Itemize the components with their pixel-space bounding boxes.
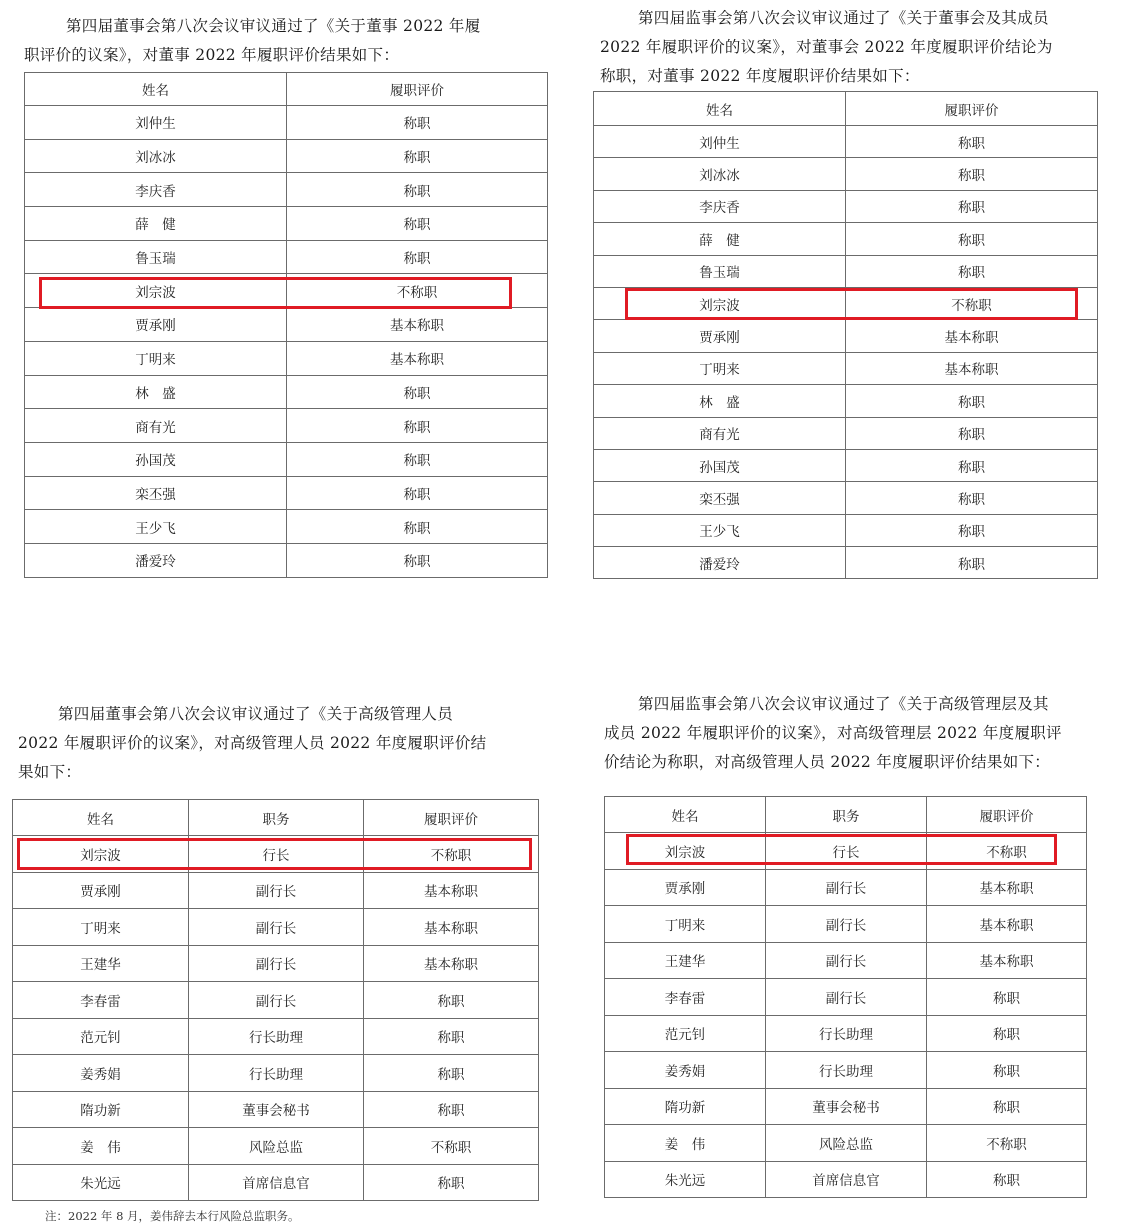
table-cell: 潘爱玲 [594,547,846,579]
table-cell: 姜秀娟 [13,1055,189,1092]
table-cell: 称职 [846,547,1098,579]
table-row [594,417,1098,449]
table-row [25,139,548,173]
table-cell: 栾丕强 [25,476,287,510]
intro-line: 称职，对董事 2022 年度履职评价结果如下： [600,67,920,85]
table-cell: 称职 [846,223,1098,255]
table-row [594,514,1098,546]
intro-line: 果如下： [18,763,82,781]
table-cell: 行长助理 [189,1018,364,1055]
table-cell: 称职 [287,106,548,140]
intro-text-supervisors-directors [600,4,1110,91]
table-row [594,547,1098,579]
table-cell: 不称职 [927,833,1087,870]
table-cell: 称职 [287,240,548,274]
table-cell: 称职 [846,126,1098,158]
table-cell: 不称职 [364,1128,539,1165]
table-cell: 不称职 [846,287,1098,319]
table-cell: 称职 [927,1161,1087,1198]
table-cell: 称职 [364,1164,539,1201]
intro-line: 2022 年履职评价的议案》，对董事会 2022 年度履职评价结论为 [600,38,1053,56]
intro-line: 第四届监事会第八次会议审议通过了《关于董事会及其成员 [638,9,1049,27]
table-cell: 基本称职 [846,352,1098,384]
table-cell: 称职 [364,982,539,1019]
table-row [605,906,1087,943]
table-row [605,1052,1087,1089]
table-row [25,173,548,207]
table-row [25,341,548,375]
table-row [594,320,1098,352]
table-cell: 范元钊 [605,1015,766,1052]
table-cell: 基本称职 [927,906,1087,943]
table-row [594,126,1098,158]
table-cell: 副行长 [189,872,364,909]
table-cell: 刘宗波 [594,287,846,319]
intro-line: 第四届监事会第八次会议审议通过了《关于高级管理层及其 [638,695,1049,713]
table-row [25,308,548,342]
table-cell: 鲁玉瑞 [25,240,287,274]
table-cell: 风险总监 [189,1128,364,1165]
intro-line: 第四届董事会第八次会议审议通过了《关于董事 2022 年履 [66,17,481,35]
table-row [25,409,548,443]
table-row [25,375,548,409]
table-cell: 隋功新 [13,1091,189,1128]
table-row [25,207,548,241]
table-cell: 不称职 [927,1125,1087,1162]
intro-text-board-directors [24,12,544,70]
table-row [13,1091,539,1128]
table-cell: 丁明来 [605,906,766,943]
table-cell: 称职 [364,1018,539,1055]
table-cell: 丁明来 [594,352,846,384]
intro-line: 职评价的议案》，对董事 2022 年履职评价结果如下： [24,46,400,64]
table-cell: 称职 [846,449,1098,481]
table-cell: 基本称职 [287,308,548,342]
table-cell: 潘爱玲 [25,543,287,577]
table-cell: 刘冰冰 [594,158,846,190]
table-row [594,287,1098,319]
table-cell: 姜秀娟 [605,1052,766,1089]
table-cell: 刘冰冰 [25,139,287,173]
table-supervisors-directors-evaluation [593,91,1098,579]
table-cell: 基本称职 [846,320,1098,352]
table-cell: 孙国茂 [25,442,287,476]
table-row [605,1161,1087,1198]
table-cell: 薛 健 [25,207,287,241]
table-cell: 称职 [846,385,1098,417]
table-cell: 副行长 [189,945,364,982]
table-cell: 王少飞 [25,510,287,544]
table-cell: 范元钊 [13,1018,189,1055]
table-row [605,869,1087,906]
table-header-row [594,92,1098,126]
table-cell: 李庆香 [25,173,287,207]
table-cell: 称职 [287,207,548,241]
table-cell: 李庆香 [594,190,846,222]
table-cell: 副行长 [766,942,927,979]
column-header: 姓名 [13,800,189,836]
column-header: 履职评价 [287,73,548,106]
table-row [25,476,548,510]
table-row [25,274,548,308]
table-cell: 称职 [927,1088,1087,1125]
table-row [605,979,1087,1016]
table-cell: 丁明来 [25,341,287,375]
table-cell: 丁明来 [13,909,189,946]
table-board-directors-evaluation [24,72,548,578]
table-cell: 基本称职 [287,341,548,375]
table-header-row [605,797,1087,833]
table-cell: 称职 [846,482,1098,514]
table-cell: 李春雷 [605,979,766,1016]
table-cell: 副行长 [766,869,927,906]
table-row [13,836,539,873]
table-cell: 称职 [287,510,548,544]
table-cell: 刘宗波 [605,833,766,870]
table-row [13,872,539,909]
table-cell: 基本称职 [364,872,539,909]
table-cell: 基本称职 [927,869,1087,906]
table-cell: 刘仲生 [25,106,287,140]
intro-text-board-senior-management [18,700,543,787]
intro-line: 2022 年履职评价的议案》，对高级管理人员 2022 年度履职评价结 [18,734,487,752]
table-row [605,833,1087,870]
table-cell: 称职 [846,417,1098,449]
table-cell: 行长助理 [766,1015,927,1052]
table-cell: 称职 [287,476,548,510]
table-board-senior-management-evaluation [12,799,539,1201]
table-row [13,1128,539,1165]
intro-text-supervisors-senior-management [604,690,1104,777]
table-cell: 王少飞 [594,514,846,546]
table-supervisors-senior-management-evaluation [604,796,1087,1198]
table-row [25,442,548,476]
table-row [594,449,1098,481]
table-row [13,909,539,946]
table-cell: 称职 [846,255,1098,287]
table-row [13,1164,539,1201]
table-header-row [25,73,548,106]
column-header: 履职评价 [846,92,1098,126]
table-row [25,543,548,577]
table-cell: 商有光 [594,417,846,449]
table-cell: 基本称职 [364,909,539,946]
table-cell: 贾承刚 [25,308,287,342]
table-row [13,1018,539,1055]
table-row [605,1015,1087,1052]
column-header: 职务 [766,797,927,833]
table-cell: 称职 [287,139,548,173]
table-cell: 林 盛 [594,385,846,417]
table-cell: 行长 [189,836,364,873]
column-header: 职务 [189,800,364,836]
footnote: 注：2022 年 8 月，姜伟辞去本行风险总监职务。 [45,1209,300,1223]
table-cell: 基本称职 [364,945,539,982]
column-header: 姓名 [25,73,287,106]
table-cell: 称职 [927,1015,1087,1052]
table-row [594,190,1098,222]
table-cell: 称职 [287,543,548,577]
table-cell: 林 盛 [25,375,287,409]
table-cell: 称职 [927,979,1087,1016]
table-cell: 称职 [287,442,548,476]
table-cell: 隋功新 [605,1088,766,1125]
table-row [25,510,548,544]
table-cell: 王建华 [605,942,766,979]
table-cell: 董事会秘书 [189,1091,364,1128]
table-row [25,106,548,140]
table-cell: 行长助理 [766,1052,927,1089]
table-cell: 朱光远 [605,1161,766,1198]
table-cell: 称职 [846,514,1098,546]
table-cell: 姜 伟 [13,1128,189,1165]
column-header: 履职评价 [927,797,1087,833]
table-cell: 称职 [846,158,1098,190]
table-cell: 称职 [927,1052,1087,1089]
column-header: 履职评价 [364,800,539,836]
table-cell: 称职 [364,1091,539,1128]
table-row [594,158,1098,190]
table-cell: 首席信息官 [766,1161,927,1198]
table-row [605,1125,1087,1162]
intro-line: 成员 2022 年履职评价的议案》，对高级管理层 2022 年度履职评 [604,724,1062,742]
table-cell: 副行长 [189,909,364,946]
table-row [13,982,539,1019]
table-cell: 不称职 [287,274,548,308]
table-row [605,942,1087,979]
table-row [25,240,548,274]
table-cell: 薛 健 [594,223,846,255]
column-header: 姓名 [594,92,846,126]
table-cell: 朱光远 [13,1164,189,1201]
table-row [594,255,1098,287]
table-row [605,1088,1087,1125]
table-row [13,945,539,982]
intro-line: 价结论为称职，对高级管理人员 2022 年度履职评价结果如下： [604,753,1051,771]
table-cell: 李春雷 [13,982,189,1019]
table-row [594,385,1098,417]
table-cell: 不称职 [364,836,539,873]
table-cell: 栾丕强 [594,482,846,514]
table-cell: 称职 [846,190,1098,222]
table-cell: 贾承刚 [594,320,846,352]
table-cell: 基本称职 [927,942,1087,979]
table-cell: 姜 伟 [605,1125,766,1162]
table-cell: 行长助理 [189,1055,364,1092]
table-cell: 行长 [766,833,927,870]
table-cell: 贾承刚 [605,869,766,906]
table-cell: 贾承刚 [13,872,189,909]
table-cell: 刘仲生 [594,126,846,158]
table-cell: 称职 [287,409,548,443]
table-row [594,352,1098,384]
table-cell: 副行长 [766,979,927,1016]
table-cell: 刘宗波 [13,836,189,873]
table-cell: 副行长 [189,982,364,1019]
table-cell: 首席信息官 [189,1164,364,1201]
table-row [594,482,1098,514]
table-cell: 鲁玉瑞 [594,255,846,287]
table-header-row [13,800,539,836]
table-cell: 董事会秘书 [766,1088,927,1125]
table-cell: 风险总监 [766,1125,927,1162]
table-cell: 副行长 [766,906,927,943]
intro-line: 第四届董事会第八次会议审议通过了《关于高级管理人员 [58,705,454,723]
table-cell: 称职 [364,1055,539,1092]
table-cell: 称职 [287,173,548,207]
table-cell: 称职 [287,375,548,409]
table-cell: 刘宗波 [25,274,287,308]
table-cell: 商有光 [25,409,287,443]
table-row [594,223,1098,255]
column-header: 姓名 [605,797,766,833]
table-cell: 王建华 [13,945,189,982]
table-row [13,1055,539,1092]
table-cell: 孙国茂 [594,449,846,481]
